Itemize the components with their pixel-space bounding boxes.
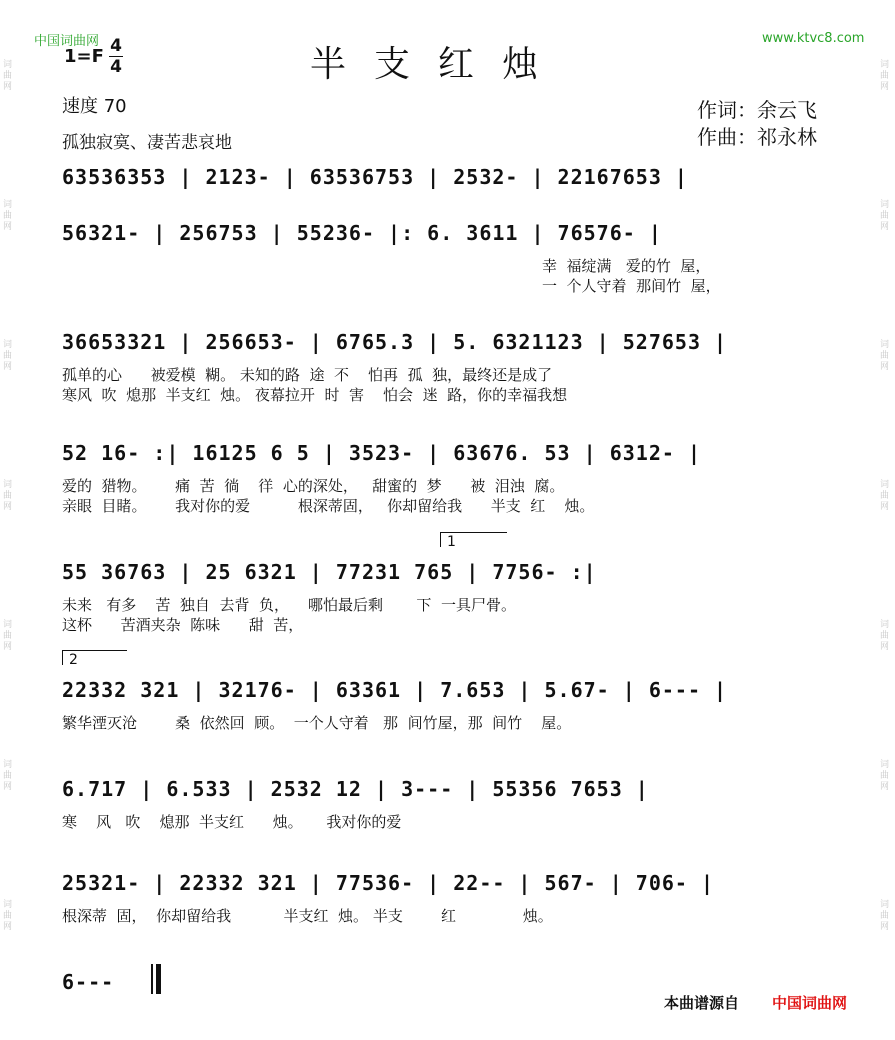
volta-ending-2: 2 <box>62 650 127 665</box>
jianpu-notes: 6--- <box>62 970 115 994</box>
key-signature: 1=F <box>64 46 104 67</box>
notation-system-2 <box>62 221 847 295</box>
lyrics-verse-1: 寒 风 吹 熄那 半支红 烛。 我对你的爱 <box>62 813 402 831</box>
watermark-right: 词曲网 <box>880 60 890 92</box>
lyrics-verse-2: 亲眼 目睹。 我对你的爱 根深蒂固， 你却留给我 半支 红 烛。 <box>62 497 595 515</box>
lyricist-credit: 作词：余云飞 <box>697 98 817 122</box>
watermark-left: 词曲网 <box>3 480 13 512</box>
watermark-right: 词曲网 <box>880 900 890 932</box>
jianpu-notes: 63536353 | 2123- | 63536753 | 2532- | 22167653 | <box>62 165 688 189</box>
jianpu-notes: 6.717 | 6.533 | 2532 12 | 3--- | 55356 7653 | <box>62 777 649 801</box>
composer-credit: 作曲：祁永林 <box>697 125 817 149</box>
jianpu-notes: 55 36763 | 25 6321 | 77231 765 | 7756- :| <box>62 560 597 584</box>
time-signature <box>108 36 124 77</box>
jianpu-notes: 22332 321 | 32176- | 63361 | 7.653 | 5.67- | 6--- | <box>62 678 728 702</box>
source-site-link[interactable]: 中国词曲网 <box>772 994 848 1012</box>
lyrics-verse-1: 孤单的心 被爱模 糊。 未知的路 途 不 怕再 孤 独，最终还是成了 <box>62 366 553 384</box>
time-denominator: 4 <box>110 57 122 77</box>
lyrics-verse-2: 这杯 苦酒夹杂 陈味 甜 苦， <box>62 616 304 634</box>
notation-system-7 <box>62 777 847 831</box>
lyrics-verse-1: 未来 有多 苦 独自 去背 负， 哪怕最后剩 下 一具尸骨。 <box>62 596 516 614</box>
notation-system-3 <box>62 330 847 404</box>
volta-ending-1: 1 <box>440 532 507 547</box>
watermark-left: 词曲网 <box>3 900 13 932</box>
lyrics-verse-1: 爱的 猎物。 痛 苦 徜 徉 心的深处， 甜蜜的 梦 被 泪浊 腐。 <box>62 477 565 495</box>
final-barline-thick <box>156 964 161 994</box>
notation-system-6 <box>62 652 847 732</box>
expression-marking: 孤独寂寞、凄苦悲哀地 <box>62 133 232 153</box>
lyrics-verse-2: 一 个人守着 那间竹 屋， <box>542 277 721 295</box>
tempo-marking: 速度 70 <box>62 96 127 117</box>
notation-system-1 <box>62 165 847 191</box>
lyrics-verse-2: 寒风 吹 熄那 半支红 烛。 夜幕拉开 时 害 怕会 迷 路，你的幸福我想 <box>62 386 568 404</box>
lyrics-verse-1: 繁华湮灭沧 桑 依然回 顾。 一个人守着 那 间竹屋，那 间竹 屋。 <box>62 714 572 732</box>
source-label: 本曲谱源自 <box>664 994 740 1012</box>
song-title: 半支红烛 <box>310 44 567 85</box>
lyrics-verse-1: 根深蒂 固， 你却留给我 半支红 烛。 半支 红 烛。 <box>62 907 553 925</box>
jianpu-notes: 56321- | 256753 | 55236- |: 6. 3611 | 76576- | <box>62 221 662 245</box>
notation-system-4 <box>62 441 847 515</box>
watermark-left: 词曲网 <box>3 620 13 652</box>
watermark-left: 词曲网 <box>3 60 13 92</box>
watermark-left: 词曲网 <box>3 200 13 232</box>
time-numerator: 4 <box>110 36 122 56</box>
jianpu-notes: 52 16- :| 16125 6 5 | 3523- | 63676. 53 | 6312- | <box>62 441 702 465</box>
notation-system-8 <box>62 871 847 925</box>
site-url-right[interactable]: www.ktvc8.com <box>762 31 865 46</box>
watermark-right: 词曲网 <box>880 200 890 232</box>
watermark-right: 词曲网 <box>880 760 890 792</box>
watermark-right: 词曲网 <box>880 480 890 512</box>
notation-system-5 <box>62 534 847 634</box>
watermark-left: 词曲网 <box>3 340 13 372</box>
site-name-left[interactable]: 中国词曲网 <box>34 34 100 49</box>
lyrics-verse-1: 幸 福绽满 爱的竹 屋， <box>542 257 711 275</box>
watermark-left: 词曲网 <box>3 760 13 792</box>
watermark-right: 词曲网 <box>880 340 890 372</box>
watermark-right: 词曲网 <box>880 620 890 652</box>
jianpu-notes: 36653321 | 256653- | 6765.3 | 5. 6321123 | 527653 | <box>62 330 728 354</box>
final-barline-thin <box>151 964 153 994</box>
jianpu-notes: 25321- | 22332 321 | 77536- | 22-- | 567- | 706- | <box>62 871 715 895</box>
